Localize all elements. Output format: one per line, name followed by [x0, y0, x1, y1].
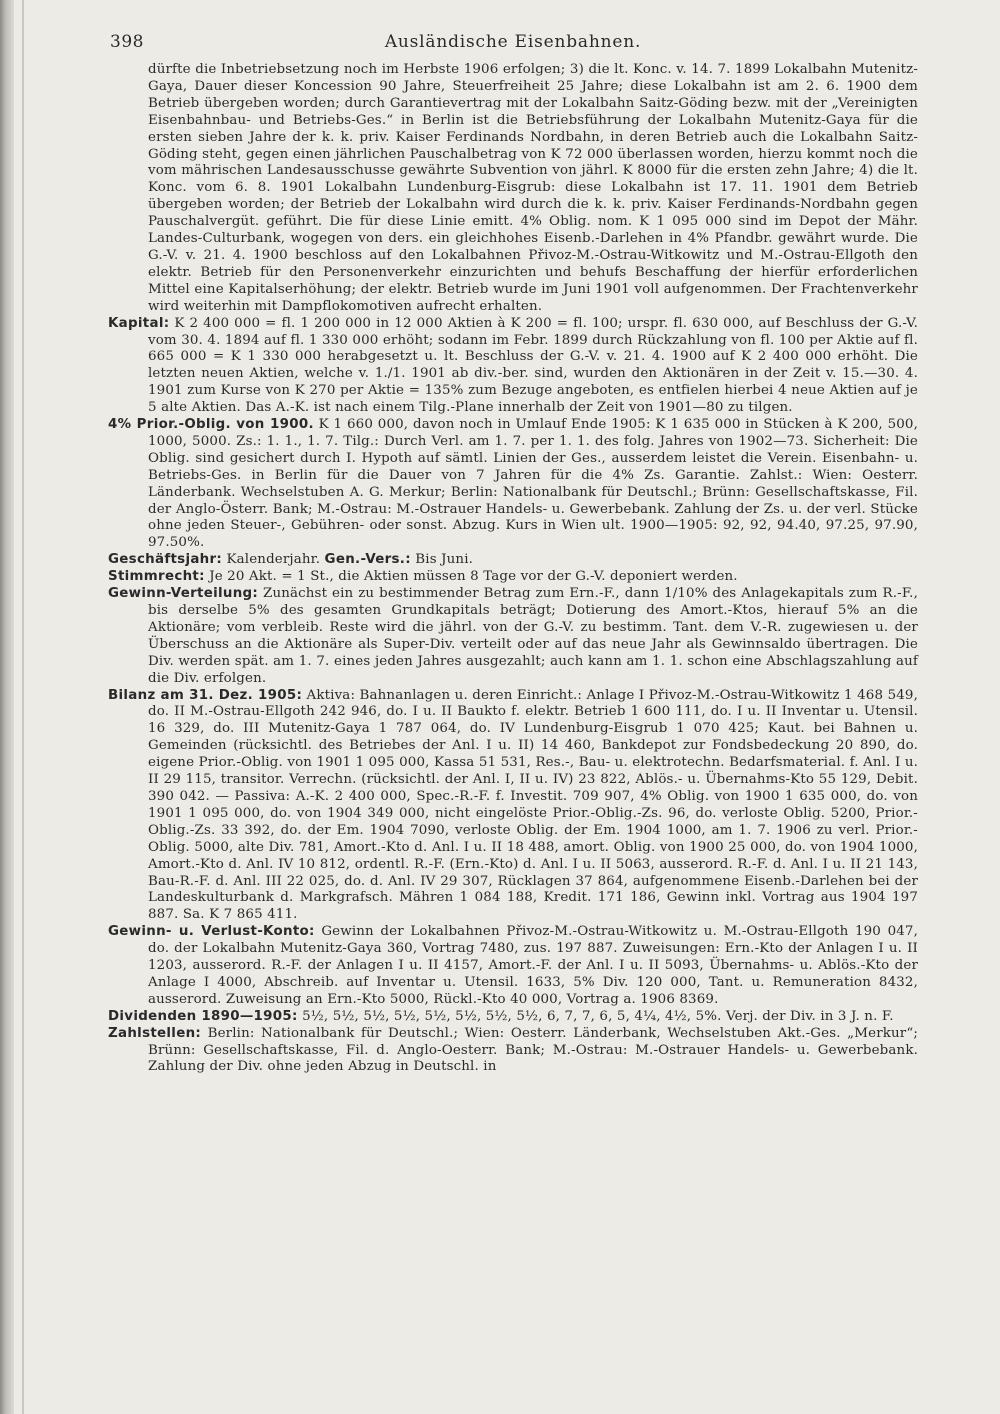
section-label-gen-vers: Gen.-Vers.: [324, 552, 411, 568]
section-gewinn-verteilung [108, 586, 918, 687]
section-text: K 1 660 000, davon noch in Umlauf Ende 1905: K 1 635 000 in Stücken à K 200, 500, 1000, 5000. Zs.: 1. 1., 1. 7. Tilg.: Durch Verl. am 1. 7. per 1. 1. des folg. Jahres von 1902—73. Sicherheit: Die Oblig. sind gesichert durch I. Hypoth auf sämtl. Linien der Ges., ausserdem leistet die Verein. Eisenbahn- u. Betriebs-Ges. in Berlin für die Dauer von 7 Jahren für die 4% Zs. Garantie. Zahlst.: Wien: Oesterr. Länderbank. Wechselstuben A. G. Merkur; Berlin: Nationalbank für Deutschl.; Brünn: Gesellschaftskasse, Fil. der Anglo-Österr. Bank; M.-Ostrau: M.-Ostrauer Handels- u. Gewerbebank. Zahlung der Zs. u. der verl. Stücke ohne jeden Steuer-, Gebühren- oder sonst. Abzug. Kurs in Wien ult. 1900—1905: 92, 92, 94.40, 97.25, 97.90, 97.50%. [148, 417, 918, 551]
section-geschaeftsjahr [108, 552, 918, 569]
section-kapital [108, 316, 918, 417]
section-text: K 2 400 000 = fl. 1 200 000 in 12 000 Aktien à K 200 = fl. 100; urspr. fl. 630 000, auf Beschluss der G.-V. vom 30. 4. 1894 auf fl. 1 330 000 erhöht; sodann im Febr. 1899 durch Rückzahlung von fl. 100 per Aktie auf fl. 665 000 = K 1 330 000 herabgesetzt u. lt. Beschluss der G.-V. v. 21. 4. 1900 auf K 2 400 000 erhöht. Die letzten neuen Aktien, welche v. 1./1. 1901 ab div.-ber. sind, wurden den Aktionären in der Zeit v. 15.—30. 4. 1901 zum Kurse von K 270 per Aktie = 135% zum Bezuge angeboten, es entfielen hierbei 4 neue Aktien auf je 5 alte Aktien. Das A.-K. ist nach einem Tilg.-Plane innerhalb der Zeit von 1901—80 zu tilgen. [148, 315, 918, 416]
section-text: Kalenderjahr. [226, 552, 321, 568]
book-spine-shadow [0, 0, 14, 1414]
section-text: Gewinn der Lokalbahnen Přivoz-M.-Ostrau-Witkowitz u. M.-Ostrau-Ellgoth 190 047, do. der Lokalbahn Mutenitz-Gaya 360, Vortrag 7480, zus. 197 887. Zuweisungen: Ern.-Kto der Anlagen I u. II 1203, ausserord. R.-F. der Anlagen I u. II 4157, Amort.-F. der Anl. I u. II 5093, Übernahms- u. Ablös.-Kto der Anlage I 4000, Abschreib. auf Inventar u. Utensil. 1633, 5% Div. 120 000, Tant. u. Remuneration 8432, ausserord. Zuweisung an Ern.-Kto 5000, Rückl.-Kto 40 000, Vortrag a. 1906 8369. [148, 924, 918, 1007]
section-label: Gewinn- u. Verlust-Konto: [108, 924, 315, 940]
section-gewinn-verlust [108, 924, 918, 1009]
section-label: Geschäftsjahr: [108, 552, 223, 568]
section-label: 4% Prior.-Oblig. von 1900. [108, 417, 314, 433]
section-text: 5½, 5½, 5½, 5½, 5½, 5½, 5½, 5½, 6, 7, 7, 6, 5, 4¼, 4½, 5%. Verj. der Div. in 3 J. n. F. [302, 1008, 894, 1024]
page-number: 398 [110, 32, 144, 52]
section-stimmrecht [108, 569, 918, 586]
section-text: Zunächst ein zu bestimmender Betrag zum Ern.-F., dann 1/10% des Anlagekapitals zum R.-F., bis derselbe 5% des gesamten Grundkapitals beträgt; Dotierung des Amort.-Ktos, hierauf 5% an die Aktionäre; vom verbleib. Reste wird die jährl. von der G.-V. zu bestimm. Tant. dem V.-R. zugewiesen u. der Überschuss an die Aktionäre als Super-Div. verteilt oder auf das neue Jahr als Gewinnsaldo übertragen. Die Div. werden spät. am 1. 7. eines jeden Jahres ausgezahlt; auch kann am 1. 1. schon eine Abschlagszahlung auf die Div. erfolgen. [148, 586, 918, 686]
section-text: Berlin: Nationalbank für Deutschl.; Wien: Oesterr. Länderbank, Wechselstuben Akt.-Ges. „Merkur“; Brünn: Gesellschaftskasse, Fil. d. Anglo-Oesterr. Bank; M.-Ostrau: M.-Ostrauer Handels- u. Gewerbebank. Zahlung der Div. ohne jeden Abzug in Deutschl. in [148, 1025, 918, 1075]
section-prior-oblig [108, 417, 918, 552]
page-header [108, 30, 918, 56]
section-text: Aktiva: Bahnanlagen u. deren Einricht.: Anlage I Přivoz-M.-Ostrau-Witkowitz 1 468 549, do. II M.-Ostrau-Ellgoth 242 946, do. I u. II Baukto f. elektr. Betrieb 1 600 111, do. I u. II Inventar u. Utensil. 16 329, do. III Mutenitz-Gaya 1 787 064, do. IV Lundenburg-Eisgrub 1 070 425; Kaut. bei Bahnen u. Gemeinden (rücksichtl. des Betriebes der Anl. I u. II) 14 460, Bankdepot zur Fondsbedeckung 20 890, do. eigene Prior.-Oblig. von 1901 1 095 000, Kassa 51 531, Res.-, Bau- u. elektrotechn. Bedarfsmaterial. f. Anl. I u. II 29 115, transitor. Verrechn. (rücksichtl. der Anl. I, II u. IV) 23 822, Ablös.- u. Übernahms-Kto 55 129, Debit. 390 042. — Passiva: A.-K. 2 400 000, Spec.-R.-F. f. Investit. 709 907, 4% Oblig. von 1900 1 635 000, do. von 1901 1 095 000, do. von 1904 349 000, nicht eingelöste Prior.-Oblig.-Zs. 96, do. verloste Oblig. 5200, Prior.-Oblig.-Zs. 33 392, do. der Em. 1904 7090, verloste Oblig. der Em. 1904 1000, am 1. 7. 1906 zu verl. Prior.-Oblig. 5000, alte Div. 781, Amort.-Kto d. Anl. I u. II 18 488, amort. Oblig. von 1900 25 000, do. von 1904 1000, Amort.-Kto d. Anl. IV 10 812, ordentl. R.-F. (Ern.-Kto) d. Anl. I u. II 5063, ausserord. R.-F. d. Anl. I u. II 21 143, Bau-R.-F. d. Anl. III 22 025, do. d. Anl. IV 29 307, Rücklagen 37 864, aufgenommene Eisenb.-Darlehen bei der Landeskulturbank d. Markgrafsch. Mähren 1 084 188, Kredit. 171 186, Gewinn inkl. Vortrag aus 1904 197 887. Sa. K 7 865 411. [148, 687, 918, 923]
binding-edge [22, 0, 24, 1414]
section-label: Zahlstellen: [108, 1025, 202, 1041]
section-bilanz [108, 688, 918, 925]
continuation-paragraph: dürfte die Inbetriebsetzung noch im Herbste 1906 erfolgen; 3) die lt. Konc. v. 14. 7. 1899 Lokalbahn Mutenitz-Gaya, Dauer dieser Koncession 90 Jahre, Steuerfreiheit 25 Jahre; diese Lokalbahn ist am 2. 6. 1900 dem Betrieb übergeben worden; durch Garantievertrag mit der Lokalbahn Saitz-Göding bezw. mit der „Vereinigten Eisenbahnbau- und Betriebs-Ges.“ in Berlin ist die Betriebsführung der Lokalbahn Mutenitz-Gaya für die ersten sieben Jahre der k. k. priv. Kaiser Ferdinands Nordbahn, in deren Betrieb auch die Lokalbahn Saitz-Göding steht, gegen einen jährlichen Pauschalbetrag von K 72 000 überlassen worden, hierzu kommt noch die vom mährischen Landesausschusse gewährte Subvention von jährl. K 8000 für die ersten zehn Jahre; 4) die lt. Konc. vom 6. 8. 1901 Lokalbahn Lundenburg-Eisgrub: diese Lokalbahn ist 17. 11. 1901 dem Betrieb übergeben worden; der Betrieb der Lokalbahn wird durch die k. k. priv. Kaiser Ferdinands-Nordbahn gegen Pauschalvergüt. geführt. Die für diese Linie emitt. 4% Oblig. nom. K 1 095 000 sind im Depot der Mähr. Landes-Culturbank, wogegen von ders. ein gleichhohes Eisenb.-Darlehen in 4% Pfandbr. gewährt wurde. Die G.-V. v. 21. 4. 1900 beschloss auf den Lokalbahnen Přivoz-M.-Ostrau-Witkowitz und M.-Ostrau-Ellgoth den elektr. Betrieb für den Personenverkehr einzurichten und behufs Beschaffung der hierfür erforderlichen Mittel eine Kapitalserhöhung; der elektr. Betrieb wurde im Juni 1901 voll aufgenommen. Der Frachtenverkehr wird weiterhin mit Dampflokomotiven aufrecht erhalten. [148, 62, 918, 314]
section-label: Gewinn-Verteilung: [108, 586, 259, 602]
section-label: Dividenden 1890—1905: [108, 1008, 298, 1024]
section-text-gen-vers: Bis Juni. [415, 552, 474, 568]
section-text: Je 20 Akt. = 1 St., die Aktien müssen 8 Tage vor der G.-V. deponiert werden. [209, 569, 738, 585]
section-label: Kapital: [108, 315, 170, 331]
section-zahlstellen [108, 1026, 918, 1077]
body-text [108, 62, 918, 1076]
section-label: Stimmrecht: [108, 569, 205, 585]
document-page [108, 30, 918, 1076]
section-label: Bilanz am 31. Dez. 1905: [108, 687, 303, 703]
section-dividenden [108, 1009, 918, 1026]
running-title: Ausländische Eisenbahnen. [384, 32, 642, 52]
